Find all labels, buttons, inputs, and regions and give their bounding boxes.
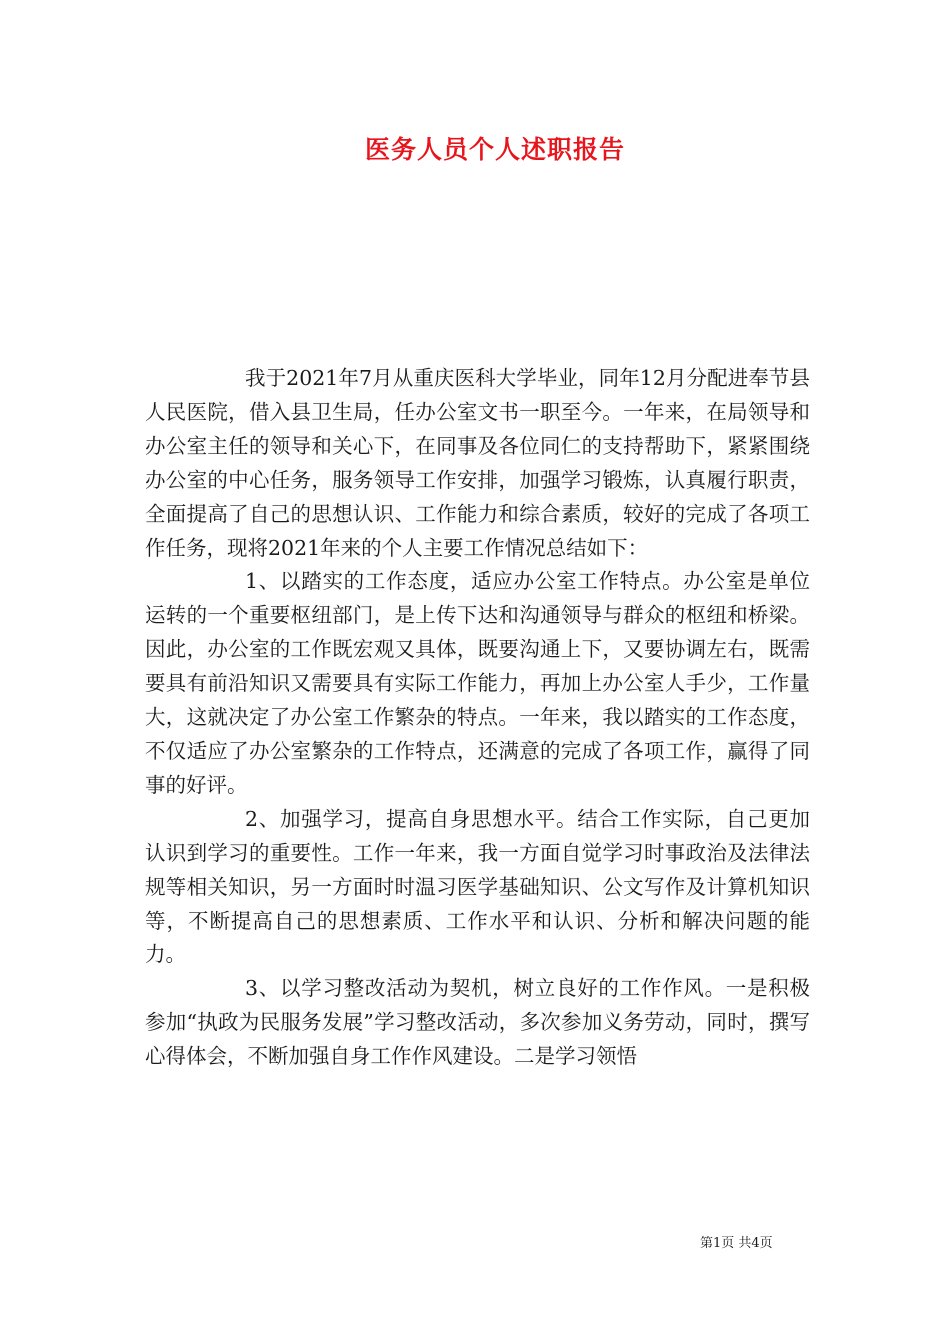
paragraph-point-2: 2、加强学习，提高自身思想水平。结合工作实际，自己更加认识到学习的重要性。工作一年来，我一方面自觉学习时事政治及法律法规等相关知识，另一方面时时温习医学基础知识、公文写作及计算机知识等，不断提高自己的思想素质、工作水平和认识、分析和解决问题的能力。 bbox=[145, 806, 810, 967]
paragraph-point-3: 3、以学习整改活动为契机，树立良好的工作作风。一是积极参加“执政为民服务发展”学习整改活动，多次参加义务劳动，同时，撰写心得体会，不断加强自身工作作风建设。二是学习领悟 bbox=[145, 976, 810, 1069]
document-body bbox=[145, 362, 810, 1074]
document-title: 医务人员个人述职报告 bbox=[364, 135, 625, 164]
paragraph-point-1: 1、以踏实的工作态度，适应办公室工作特点。办公室是单位运转的一个重要枢纽部门，是上传下达和沟通领导与群众的枢纽和桥梁。因此，办公室的工作既宏观又具体，既要沟通上下，又要协调左右，既需要具有前沿知识又需要具有实际工作能力，再加上办公室人手少，工作量大，这就决定了办公室工作繁杂的特点。一年来，我以踏实的工作态度，不仅适应了办公室繁杂的工作特点，还满意的完成了各项工作，赢得了同事的好评。 bbox=[145, 569, 810, 797]
page-number: 第1页 共4页 bbox=[700, 1236, 773, 1251]
paragraph-intro: 我于2021年7月从重庆医科大学毕业，同年12月分配进奉节县人民医院，借入县卫生局，任办公室文书一职至今。一年来，在局领导和办公室主任的领导和关心下，在同事及各位同仁的支持帮助下，紧紧围绕办公室的中心任务，服务领导工作安排，加强学习锻炼，认真履行职责，全面提高了自己的思想认识、工作能力和综合素质，较好的完成了各项工作任务，现将2021年来的个人主要工作情况总结如下： bbox=[145, 366, 810, 560]
